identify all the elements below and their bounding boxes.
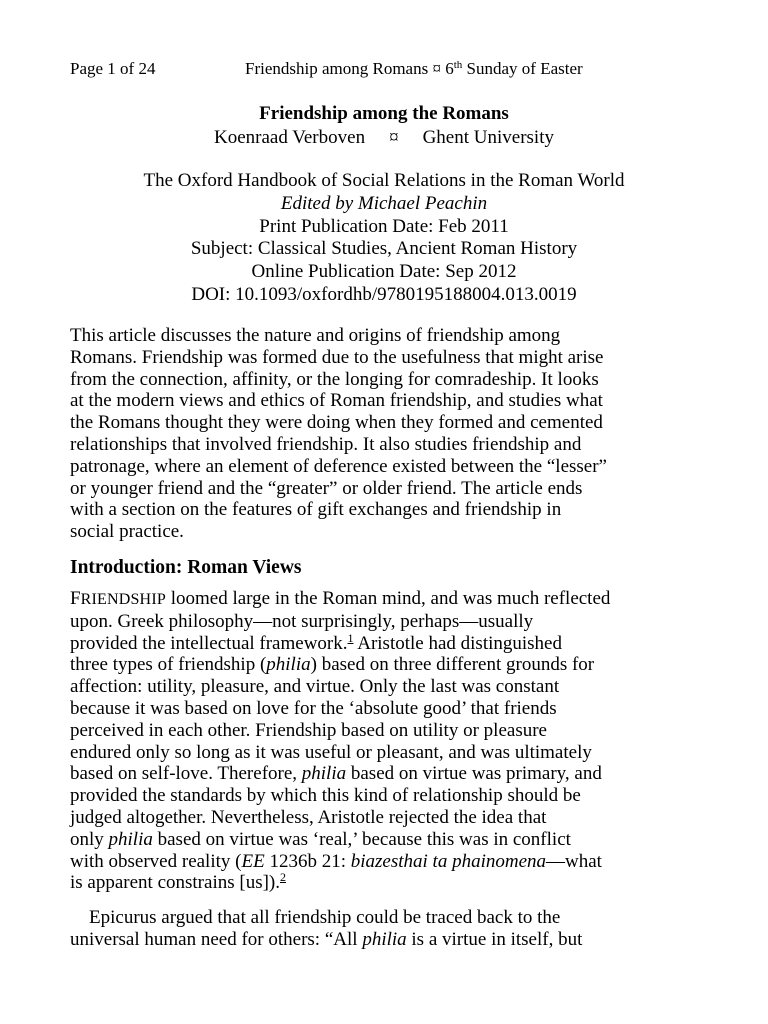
abstract-line: or younger friend and the “greater” or older friend. The article ends xyxy=(70,477,583,499)
abstract-line: social practice. xyxy=(70,521,184,543)
byline xyxy=(0,126,768,150)
abstract-line: from the connection, affinity, or the longing for comradeship. It looks xyxy=(70,368,599,390)
abstract-line: at the modern views and ethics of Roman friendship, and studies what xyxy=(70,390,603,412)
abstract-line: patronage, where an element of deference existed between the “lesser” xyxy=(70,455,607,477)
abstract-line: with a section on the features of gift exchanges and friendship in xyxy=(70,499,562,521)
abstract-line: This article discusses the nature and origins of friendship among xyxy=(70,325,561,346)
paragraph-line: is apparent constrains [us]).$^2$ xyxy=(70,870,286,894)
paragraph-line: with observed reality (EE 1236b 21: biazesthai ta phainomena—what xyxy=(70,850,602,872)
book-title: The Oxford Handbook of Social Relations in the Roman World xyxy=(143,170,625,191)
footnote-link-1[interactable]: 1 xyxy=(347,630,354,645)
paragraph-line: perceived in each other. Friendship based on utility or pleasure xyxy=(70,719,547,741)
editor-line: Edited by Michael Peachin xyxy=(280,192,488,214)
intro-paragraph xyxy=(70,588,710,894)
paragraph-line: judged altogether. Nevertheless, Aristotle rejected the idea that xyxy=(70,806,547,828)
paragraph-line: endured only so long as it was useful or pleasant, and was ultimately xyxy=(70,741,592,763)
page-number: Page 1 of 24 xyxy=(70,59,156,78)
separator-glyph: ¤ xyxy=(389,127,399,148)
paragraph-line: three types of friendship (philia) based on three different grounds for xyxy=(70,654,595,676)
epicurus-paragraph xyxy=(70,907,710,951)
paragraph-line: provided the standards by which this kind of relationship should be xyxy=(70,785,581,807)
doi-line: DOI: 10.1093/oxfordhb/9780195188004.013.0019 xyxy=(191,283,577,305)
footnote-link-2[interactable]: 2 xyxy=(280,870,286,885)
paragraph-line: based on self-love. Therefore, philia based on virtue was primary, and xyxy=(70,763,602,785)
paragraph-line: provided the intellectual framework.$^1$ Aristotle had distinguished xyxy=(70,630,562,654)
abstract-line: the Romans thought they were doing when they formed and cemented xyxy=(70,412,603,434)
online-date: Online Publication Date: Sep 2012 xyxy=(251,261,517,283)
publication-info xyxy=(0,170,768,307)
running-title: Friendship among Romans ¤ 6th Sunday of Easter xyxy=(245,59,583,78)
print-date: Print Publication Date: Feb 2011 xyxy=(259,215,509,237)
paragraph-line: FRIENDSHIP loomed large in the Roman mind, and was much reflected xyxy=(70,588,611,609)
paragraph-line: upon. Greek philosophy—not surprisingly, perhaps—usually xyxy=(70,610,534,632)
paragraph-line: universal human need for others: “All philia is a virtue in itself, but xyxy=(70,928,583,950)
article-title: Friendship among the Romans xyxy=(259,103,509,124)
affiliation: Ghent University xyxy=(422,127,554,148)
abstract-line: relationships that involved friendship. It also studies friendship and xyxy=(70,433,582,455)
paragraph-line: Epicurus argued that all friendship could be traced back to the xyxy=(70,907,561,928)
abstract-line: Romans. Friendship was formed due to the usefulness that might arise xyxy=(70,346,604,368)
author-name: Koenraad Verboven xyxy=(214,127,366,148)
section-heading: Introduction: Roman Views xyxy=(70,557,302,578)
subject-line: Subject: Classical Studies, Ancient Roman History xyxy=(190,238,578,260)
paragraph-line: only philia based on virtue was ‘real,’ because this was in conflict xyxy=(70,828,571,850)
abstract xyxy=(70,325,710,543)
paragraph-line: affection: utility, pleasure, and virtue. Only the last was constant xyxy=(70,676,560,698)
paragraph-line: because it was based on love for the ‘absolute good’ that friends xyxy=(70,697,557,719)
